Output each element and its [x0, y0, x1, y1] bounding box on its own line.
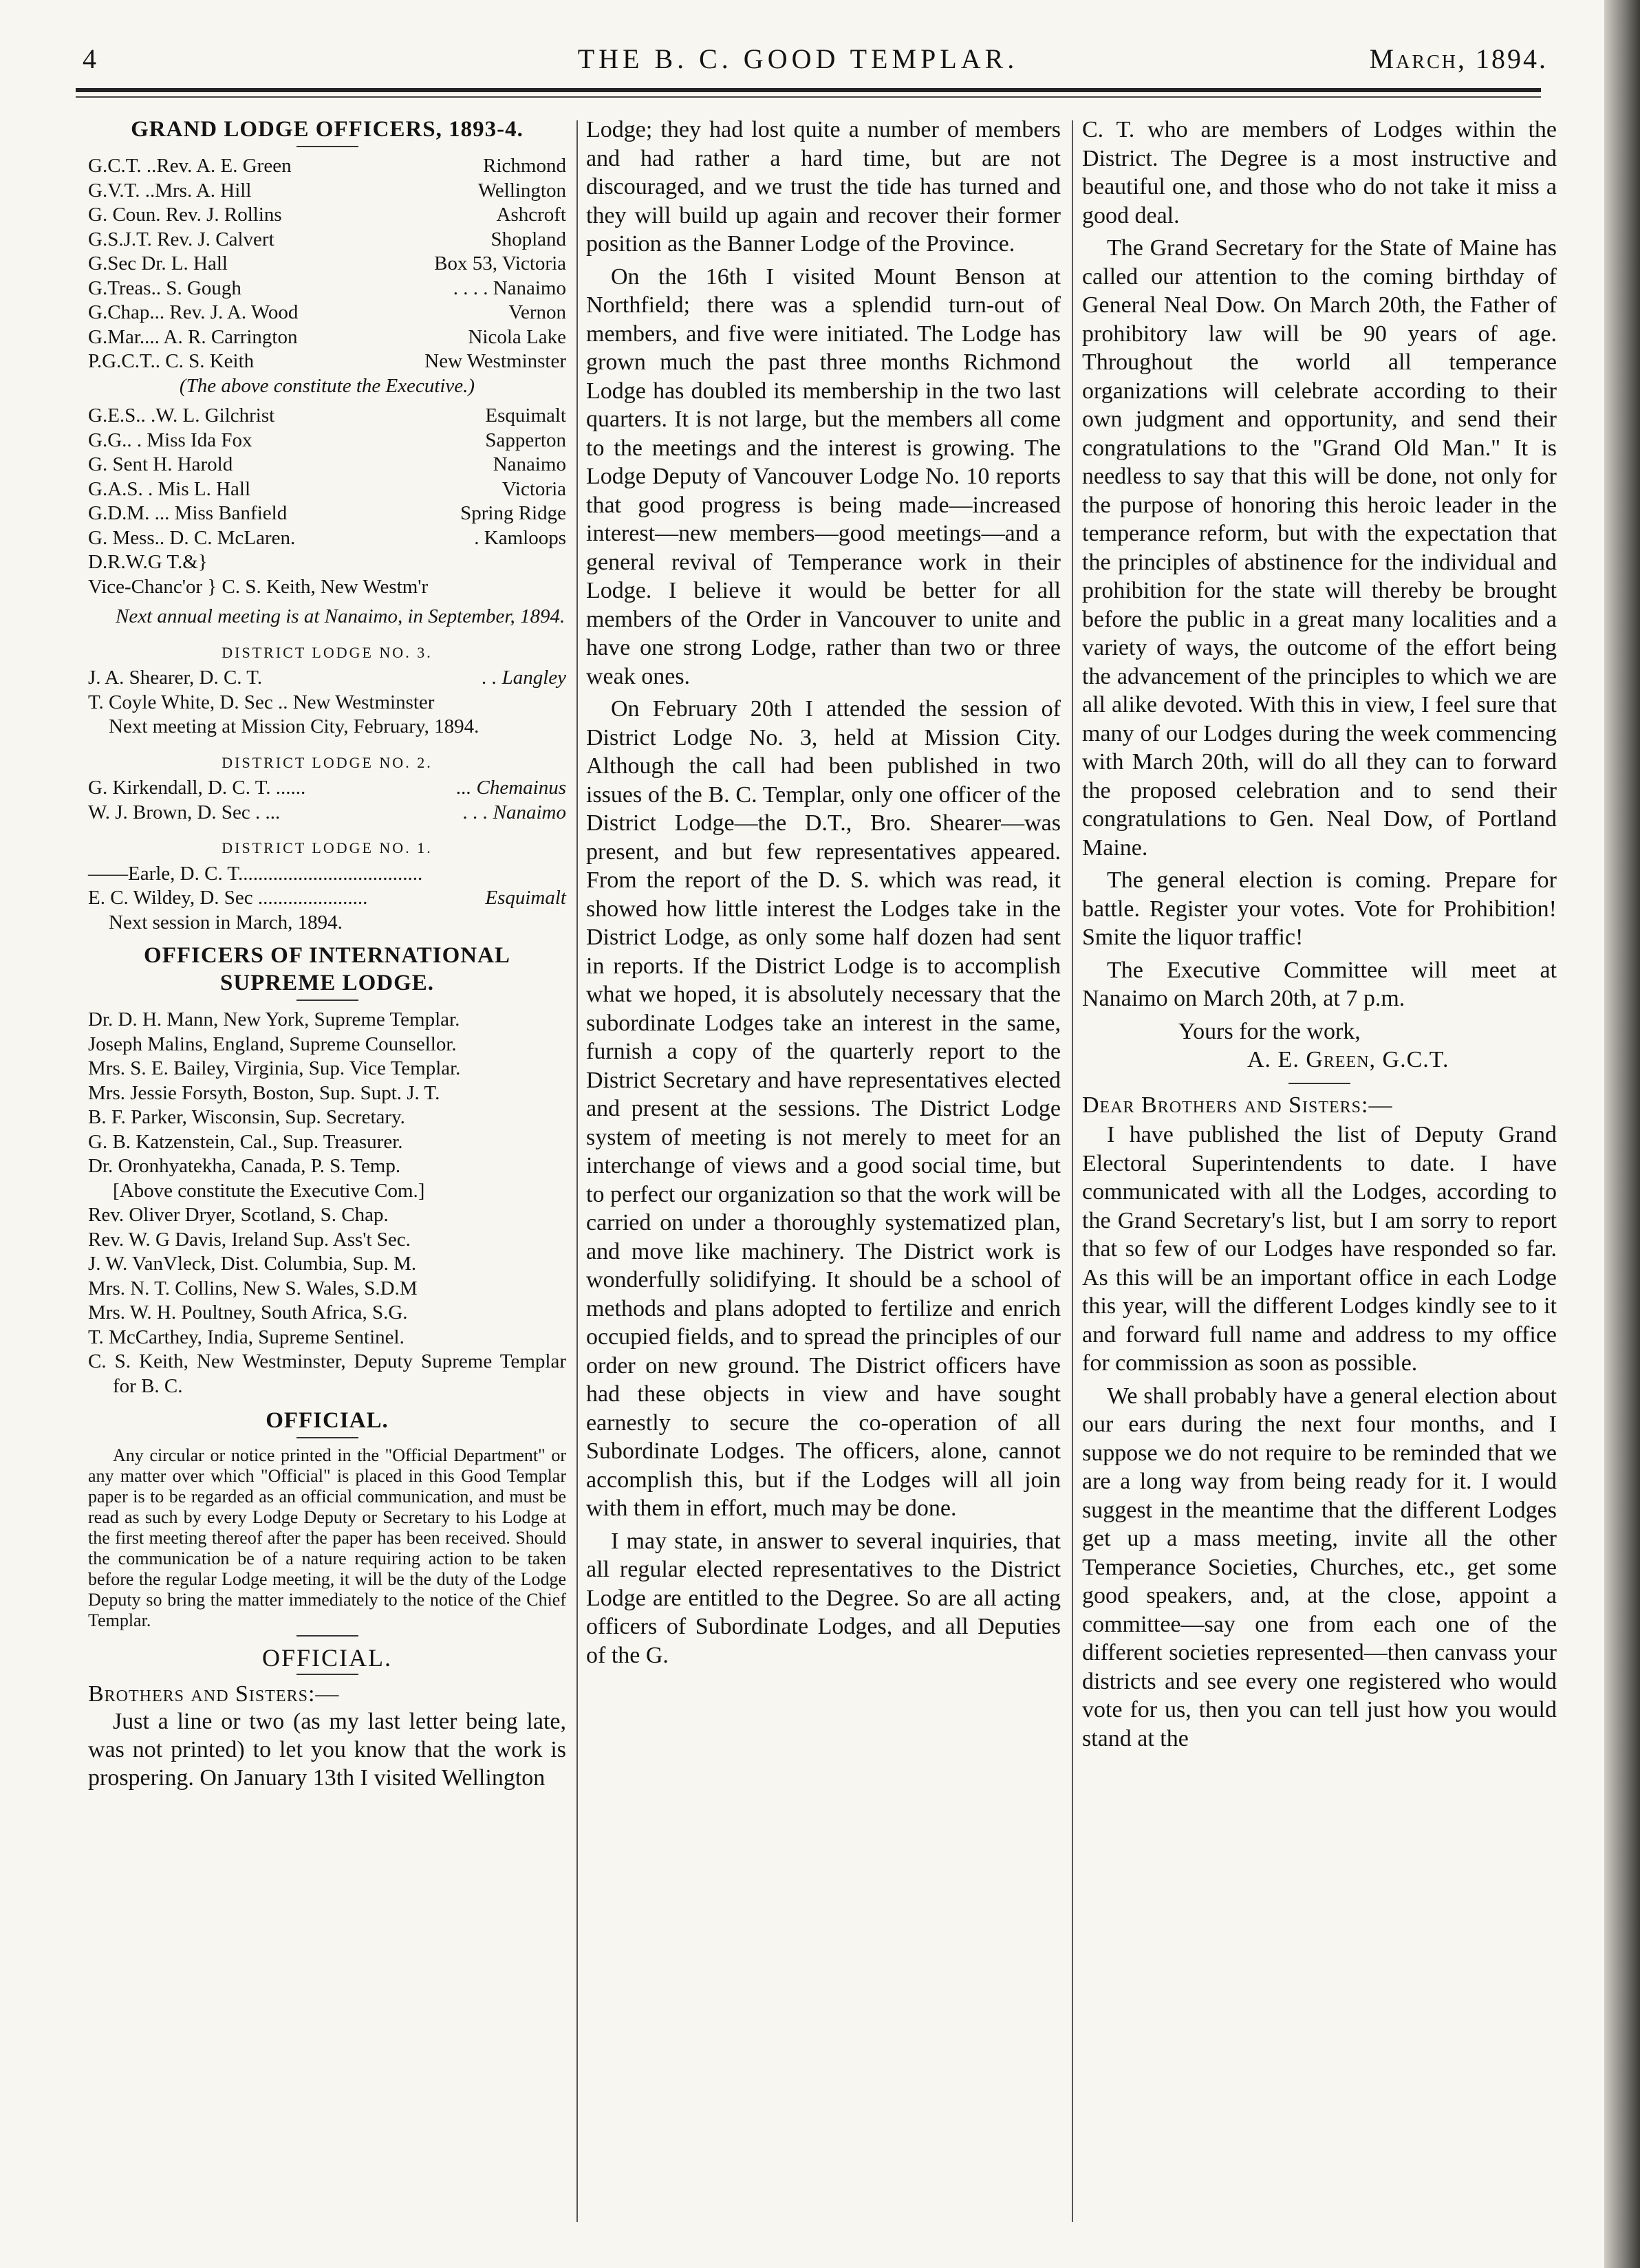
- district-line: T. Coyle White, D. Sec .. New Westminster: [88, 691, 435, 713]
- supreme-officer: Rev. W. G Davis, Ireland Sup. Ass't Sec.: [88, 1228, 411, 1251]
- supreme-officer: Mrs. N. T. Collins, New S. Wales, S.D.M: [88, 1277, 418, 1299]
- executive-committee-note: [Above constitute the Executive Com.]: [113, 1179, 425, 1202]
- supreme-officer: Rev. Oliver Dryer, Scotland, S. Chap.: [88, 1204, 389, 1226]
- salutation: Brothers and Sisters:—: [88, 1681, 340, 1707]
- section-rule: [296, 1437, 358, 1438]
- district-3-note: Next meeting at Mission City, February, 1894.: [109, 715, 479, 737]
- officer-line: G.Treas.. S. Gough . . . . Nanaimo: [88, 277, 566, 299]
- district-line: G. Kirkendall, D. C. T. ...... ... Chemainus: [88, 777, 566, 799]
- district-1-note: Next session in March, 1894.: [109, 911, 343, 933]
- column-rule: [576, 120, 578, 2222]
- article-paragraph: The Grand Secretary for the State of Maine has called our attention to the coming birthday of General Neal Dow. On March 20th, the Father of prohibitory law will be 90 years of age. Throughout the world all temperance organizations will celebrate according to their own judgment and opportunity, and send their congratulations to the "Grand Old Man." It is needless to say that this will be done, not only for the purpose of honoring this heroic leader in the temperance reform, but with the expectation that the principles of abstinence for the individual and prohibition for the state will thereby be brought before the public in a great many localities and a variety of ways, the outcome of the effort being the advancement of the principles to which we are all alike devoted. With this in view, I feel sure that many of our Lodges during the week commencing with March 20th, will do all they can to forward the proposed celebration and to send their congratulations to Gen. Neal Dow, of Portland Maine.: [1082, 235, 1557, 861]
- drwgt-line: D.R.W.G T.&}: [88, 551, 208, 573]
- supreme-officer: Dr. Oronhyatekha, Canada, P. S. Temp.: [88, 1155, 401, 1177]
- supreme-officer: C. S. Keith, New Westminster, Deputy Supreme Templar for B. C.: [88, 1350, 566, 1397]
- grand-lodge-heading: GRAND LODGE OFFICERS, 1893-4.: [131, 117, 524, 142]
- officer-line: G.G.. . Miss Ida Fox Sapperton: [88, 429, 566, 451]
- section-rule: [1288, 1083, 1350, 1084]
- column-left: [88, 116, 566, 1796]
- officer-line: G.A.S. . Mis L. Hall Victoria: [88, 477, 566, 500]
- supreme-officer: G. B. Katzenstein, Cal., Sup. Treasurer.: [88, 1130, 403, 1153]
- other-officers-list: [88, 404, 566, 550]
- officer-line: G.S.J.T. Rev. J. Calvert Shopland: [88, 228, 566, 250]
- section-rule: [296, 1674, 358, 1675]
- officer-line: G.C.T. ..Rev. A. E. Green Richmond: [88, 155, 566, 177]
- district-line: W. J. Brown, D. Sec . ... . . . Nanaimo: [88, 801, 566, 823]
- article-paragraph: I have published the list of Deputy Grand Electoral Superintendents to date. I have communicated with all the Lodges, according to the Grand Secretary's list, but I am sorry to report that so few of our Lodges have responded so far. As this will be an important office in each Lodge this year, will the different Lodges kindly see to it and forward full name and address to my office for commission as soon as possible.: [1082, 1122, 1557, 1376]
- column-middle: [586, 116, 1061, 1674]
- article-paragraph: Lodge; they had lost quite a number of members and had rather a hard time, but are not discouraged, and we trust the tide has turned and they will build up again and recover their former position as the Banner Lodge of the Province.: [586, 117, 1061, 257]
- supreme-officers-list: [88, 1008, 566, 1398]
- page-edge-shadow: [1604, 0, 1640, 2268]
- supreme-officer: Mrs. S. E. Bailey, Virginia, Sup. Vice Templar.: [88, 1057, 461, 1079]
- letter-paragraph: Just a line or two (as my last letter being late, was not printed) to let you know that the work is prospering. On January 13th I visited Wellington: [88, 1709, 566, 1791]
- column-right: [1082, 116, 1557, 1757]
- newspaper-title: THE B. C. GOOD TEMPLAR.: [577, 43, 1019, 74]
- district-1-heading: DISTRICT LODGE NO. 1.: [222, 839, 433, 856]
- header-rule-thin: [76, 96, 1541, 98]
- officer-line: G. Coun. Rev. J. Rollins Ashcroft: [88, 204, 566, 226]
- official-notice: Any circular or notice printed in the "Official Department" or any matter over which "Official" is placed in this Good Templar paper is to be regarded as an official communication, and must be read as such by every Lodge Deputy or Secretary to his Lodge at the first meeting thereof after the paper has been received. Should the communication be of a nature requiring action to be taken before the regular Lodge meeting, it will be the duty of the Lodge Deputy so bring the matter immediately to the notice of the Chief Templar.: [88, 1445, 566, 1630]
- supreme-officer: J. W. VanVleck, Dist. Columbia, Sup. M.: [88, 1253, 417, 1275]
- page-number: 4: [83, 43, 98, 74]
- officer-line: G.Sec Dr. L. Hall Box 53, Victoria: [88, 252, 566, 274]
- section-rule: [296, 1635, 358, 1637]
- grand-officers-list: [88, 154, 566, 374]
- next-meeting-note: Next annual meeting is at Nanaimo, in September, 1894.: [116, 605, 565, 627]
- salutation: Dear Brothers and Sisters:—: [1082, 1092, 1393, 1118]
- supreme-officer: B. F. Parker, Wisconsin, Sup. Secretary.: [88, 1106, 405, 1128]
- official-heading: OFFICIAL.: [266, 1408, 389, 1433]
- header-rule: [76, 88, 1541, 92]
- supreme-lodge-heading-1: OFFICERS OF INTERNATIONAL: [144, 943, 510, 968]
- vice-chancellor-line: Vice-Chanc'or } C. S. Keith, New Westm'r: [88, 575, 429, 598]
- supreme-officer: Dr. D. H. Mann, New York, Supreme Templar.: [88, 1008, 460, 1030]
- district-2-heading: DISTRICT LODGE NO. 2.: [222, 753, 433, 771]
- executive-note: (The above constitute the Executive.): [179, 374, 475, 397]
- officer-line: G. Mess.. D. C. McLaren. . Kamloops: [88, 526, 566, 549]
- masthead: [48, 33, 1548, 81]
- issue-date: March, 1894.: [1369, 43, 1548, 74]
- district-line: E. C. Wildey, D. Sec ...................... Esquimalt: [88, 887, 566, 909]
- article-paragraph: On February 20th I attended the session of District Lodge No. 3, held at Mission City. Although the call had been published in two issues of the B. C. Templar, only one officer of the District Lodge—the D.T., Bro. Shearer—was present, and but few representatives appeared. From the report of the D. S. which was read, it showed how little interest the Lodges take in the District Lodge, as only some half dozen had sent in reports. If the District Lodge is to accomplish what we hoped, it is absolutely necessary that the subordinate Lodges take an interest in the same, furnish a copy of the quarterly report to the District Secretary and have representatives elected and present at the sessions. The District Lodge system of meeting is not merely to meet for an interchange of views and a good social time, but to perfect our organization so that the work will be carried on under a thoroughly systematized plan, and move like machinery. The District work is wonderfully solidifying. It should be a school of methods and plans adopted to fertilize and enrich occupied fields, and to spread the principles of our order on new ground. The District officers have had these objects in view and have sought earnestly to secure the co-operation of all Subordinate Lodges. The officers, alone, cannot accomplish this, but if the Lodges will all join with them in effort, much may be done.: [586, 696, 1061, 1521]
- officer-line: P.G.C.T.. C. S. Keith New Westminster: [88, 350, 566, 372]
- officer-line: G.Mar.... A. R. Carrington Nicola Lake: [88, 325, 566, 348]
- officer-line: G.E.S.. .W. L. Gilchrist Esquimalt: [88, 404, 566, 426]
- officer-line: G.Chap... Rev. J. A. Wood Vernon: [88, 301, 566, 323]
- officer-line: G.D.M. ... Miss Banfield Spring Ridge: [88, 502, 566, 524]
- supreme-officer: T. McCarthey, India, Supreme Sentinel.: [88, 1326, 404, 1348]
- signature: A. E. Green, G.C.T.: [1247, 1047, 1449, 1072]
- district-line: ——Earle, D. C. T.....................................: [88, 862, 423, 885]
- article-paragraph: On the 16th I visited Mount Benson at Northfield; there was a splendid turn-out of members, and five were initiated. The Lodge has grown much the past three months Richmond Lodge has doubled its membership in the two last quarters. It is not large, but the members all come to the meetings and the interest is growing. The Lodge Deputy of Vancouver Lodge No. 10 reports that good progress is being made—increased interest—new members—good meetings—and a general revival of Temperance work in their Lodge. I believe it would be better for all members of the Order in Vancouver to unite and have one strong Lodge, rather than two or three weak ones.: [586, 263, 1061, 689]
- supreme-officer: Joseph Malins, England, Supreme Counsellor.: [88, 1033, 457, 1055]
- supreme-lodge-heading-2: SUPREME LODGE.: [219, 971, 435, 995]
- district-3-heading: DISTRICT LODGE NO. 3.: [222, 643, 433, 661]
- officer-line: G.V.T. ..Mrs. A. Hill Wellington: [88, 179, 566, 202]
- district-line: J. A. Shearer, D. C. T. . . Langley: [88, 667, 566, 689]
- section-rule: [296, 1000, 358, 1001]
- officer-line: G. Sent H. Harold Nanaimo: [88, 453, 566, 475]
- official-heading-2: OFFICIAL.: [261, 1644, 393, 1672]
- article-paragraph: The Executive Committee will meet at Nanaimo on March 20th, at 7 p.m.: [1082, 957, 1557, 1011]
- column-rule: [1072, 120, 1073, 2222]
- article-paragraph: We shall probably have a general election about our ears during the next four months, and I suppose we do not require to be reminded that we are a long way from being ready for it. I would suggest in the meantime that the different Lodges get up a mass meeting, invite all the other Temperance Societies, Churches, etc., get some good speakers, and, at the close, appoint a committee—say one from each one of the different societies represented—then canvass your districts and see every one registered who would vote for us, then you can tell just how you would stand at the: [1082, 1383, 1557, 1751]
- article-paragraph: The general election is coming. Prepare for battle. Register your votes. Vote for Prohibition! Smite the liquor traffic!: [1082, 867, 1557, 950]
- article-paragraph: I may state, in answer to several inquiries, that all regular elected representatives to the District Lodge are entitled to the Degree. So are all acting officers of Subordinate Lodges, and all Deputies of the G.: [586, 1528, 1061, 1668]
- section-rule: [296, 146, 358, 147]
- supreme-officer: Mrs. Jessie Forsyth, Boston, Sup. Supt. J. T.: [88, 1081, 440, 1104]
- closing-line: Yours for the work,: [1178, 1018, 1361, 1044]
- supreme-officer: Mrs. W. H. Poultney, South Africa, S.G.: [88, 1302, 408, 1324]
- article-paragraph: C. T. who are members of Lodges within the District. The Degree is a most instructive and beautiful one, and those who do not take it miss a good deal.: [1082, 117, 1557, 228]
